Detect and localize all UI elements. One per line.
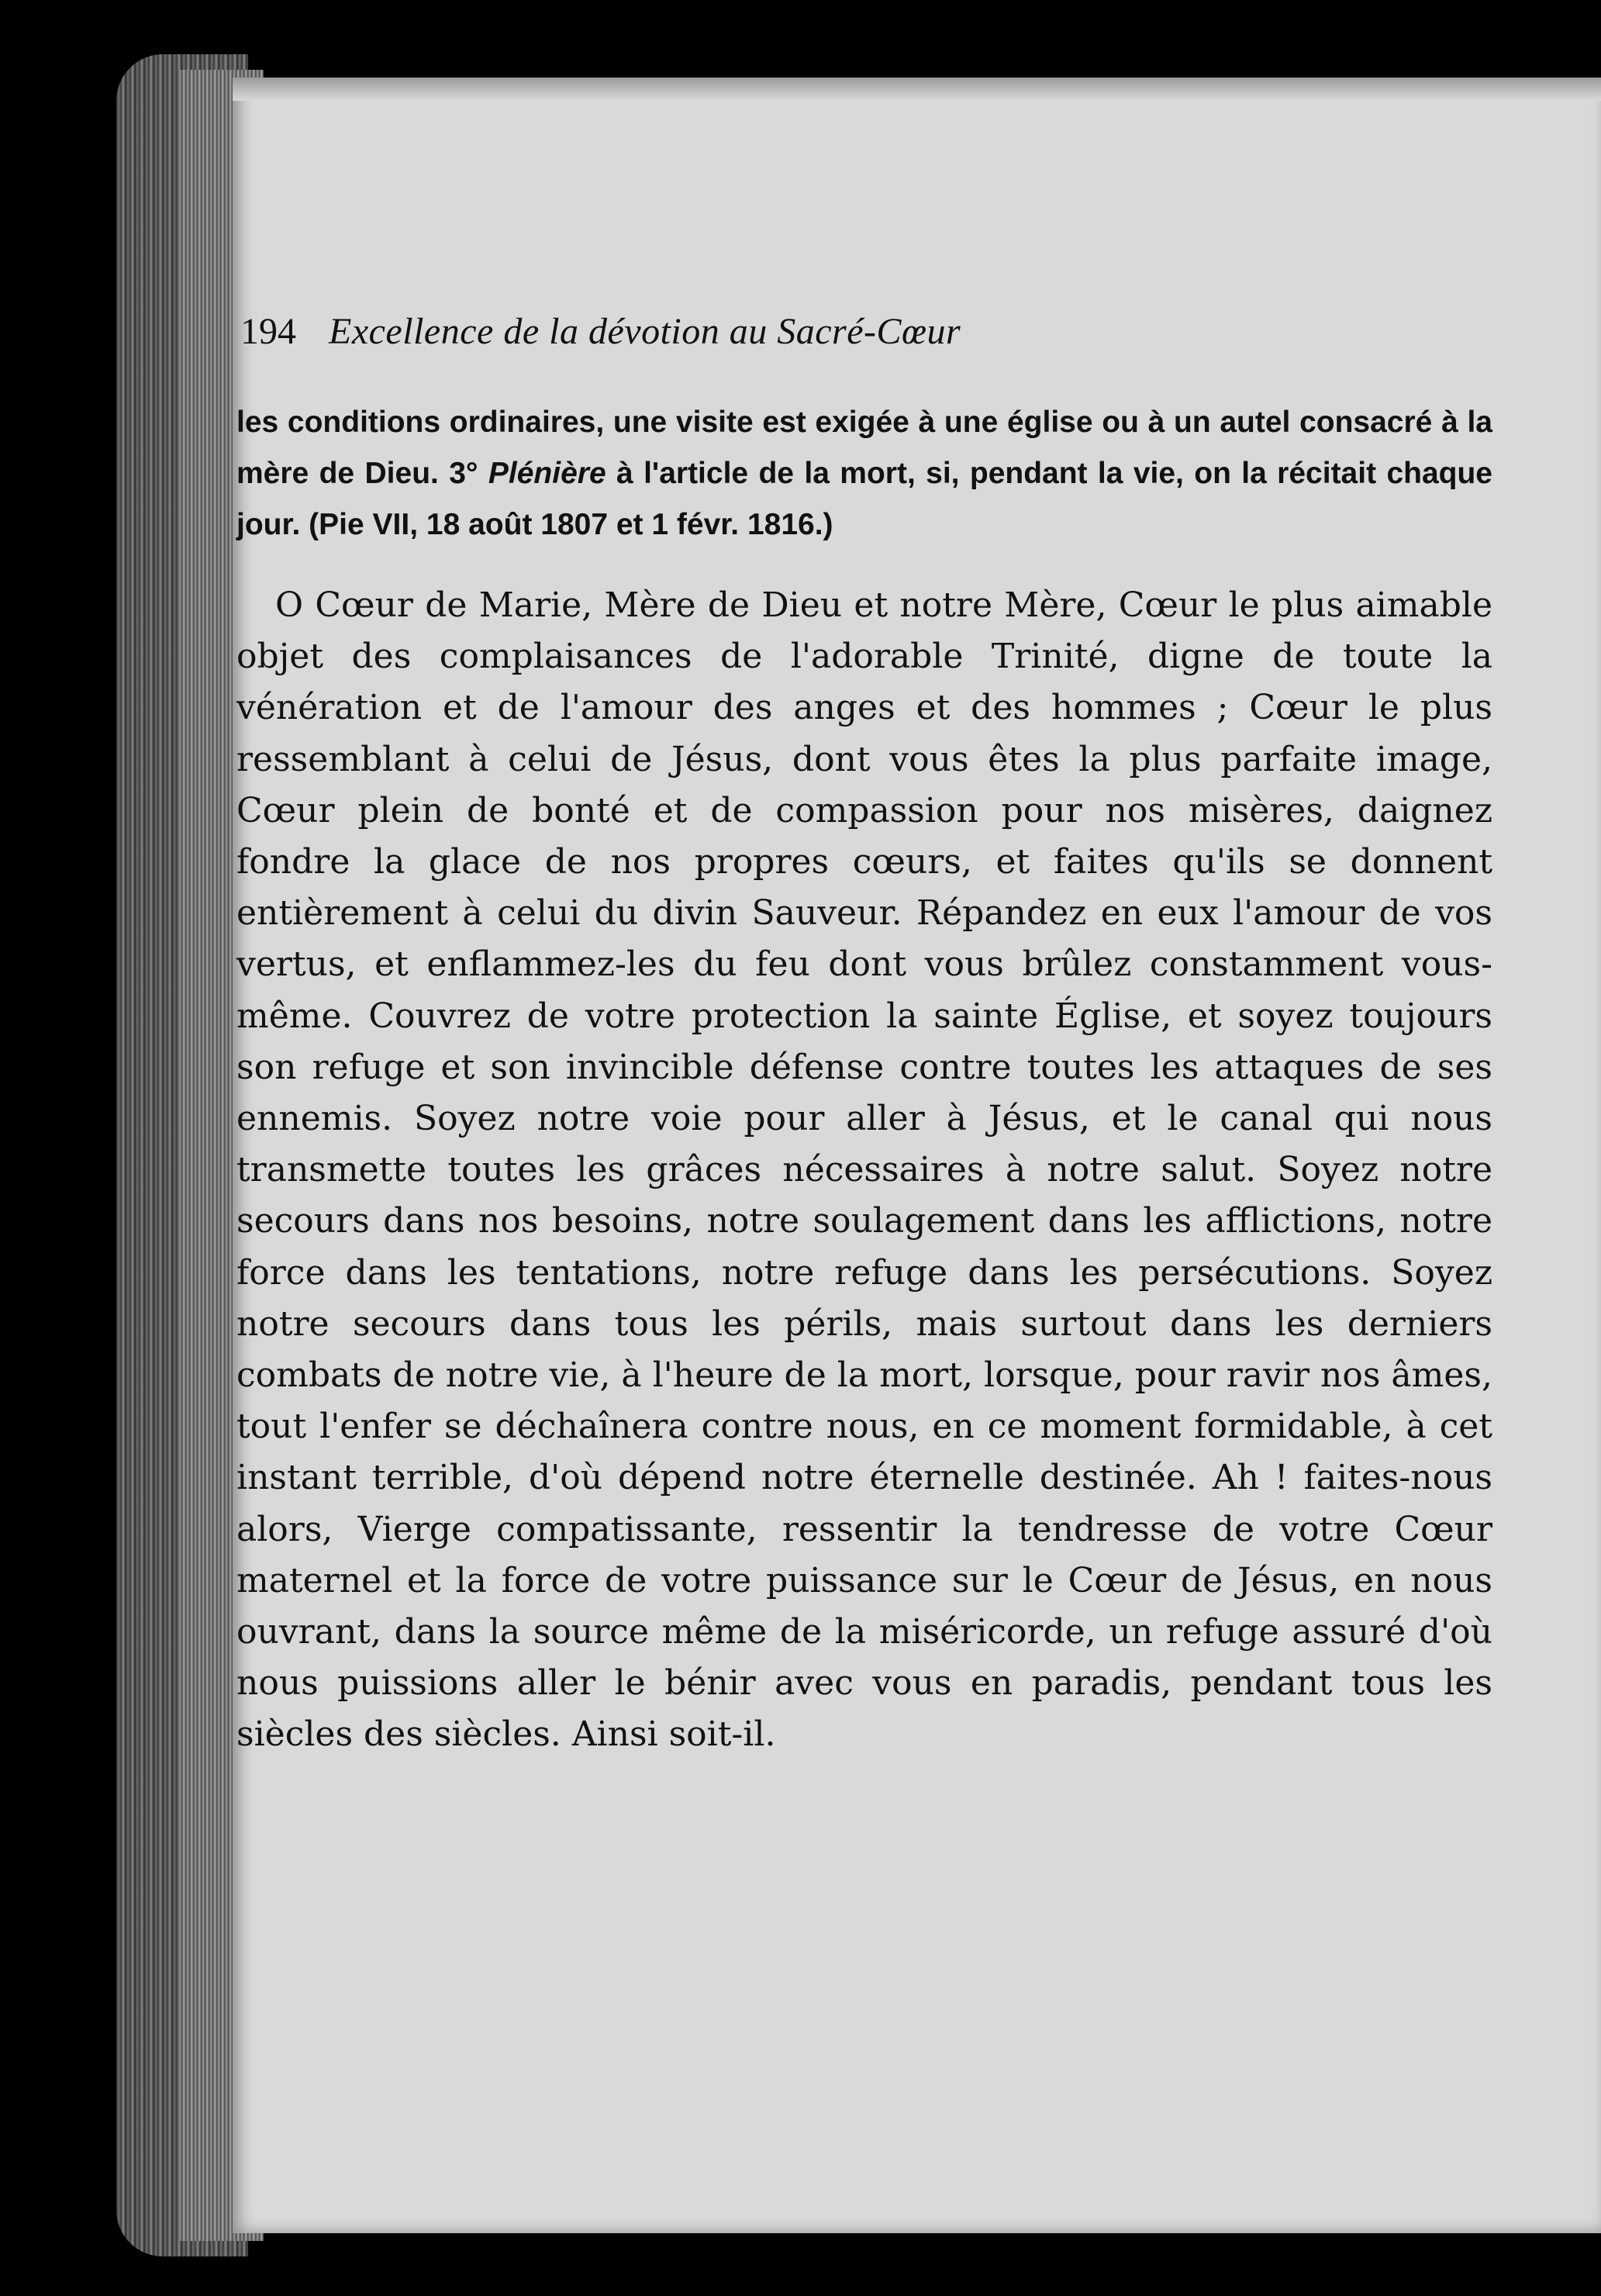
- running-title: Excellence de la dévotion au Sacré-Cœur: [329, 311, 961, 352]
- note-text-after: à l'article de la mort, si, pendant la vie, on la récitait chaque jour. (Pie VII, 18 août 1807 et 1 févr. 1816.): [236, 457, 1492, 541]
- prayer-paragraph: O Cœur de Marie, Mère de Dieu et notre Mère, Cœur le plus aimable objet des complaisances de l'adorable Trinité, digne de toute la vénération et de l'amour des anges et des hommes ; Cœur le plus ressemblant à celui de Jésus, dont vous êtes la plus parfaite image, Cœur plein de bonté et de compassion pour nos misères, daignez fondre la glace de nos propres cœurs, et faites qu'ils se donnent entièrement à celui du divin Sauveur. Répandez en eux l'amour de vos vertus, et enflammez-les du feu dont vous brûlez constamment vous-même. Couvrez de votre protection la sainte Église, et soyez toujours son refuge et son invincible défense contre toutes les attaques de ses ennemis. Soyez notre voie pour aller à Jésus, et le canal qui nous transmette toutes les grâces nécessaires à notre salut. Soyez notre secours dans nos besoins, notre soulagement dans les afflictions, notre force dans les tentations, notre refuge dans les persécutions. Soyez notre secours dans tous les périls, mais surtout dans les derniers combats de notre vie, à l'heure de la mort, lorsque, pour ravir nos âmes, tout l'enfer se déchaînera contre nous, en ce moment formidable, à cet instant terrible, d'où dépend notre éternelle destinée. Ah ! faites-nous alors, Vierge compatissante, ressentir la tendresse de votre Cœur maternel et la force de votre puissance sur le Cœur de Jésus, en nous ouvrant, dans la source même de la miséricorde, un refuge assuré d'où nous puissions aller le bénir avec vous en paradis, pendant tous les siècles des siècles. Ainsi soit-il.: [236, 585, 1492, 1755]
- note-emphasis: Plénière: [488, 457, 606, 490]
- note-text-before: les conditions ordinaires, une visite est exigée à une église ou à un autel consacré à la mère de Dieu. 3°: [236, 406, 1492, 490]
- running-head: [240, 310, 1388, 353]
- indulgence-note: [236, 397, 1492, 551]
- page-number: 194: [240, 311, 296, 352]
